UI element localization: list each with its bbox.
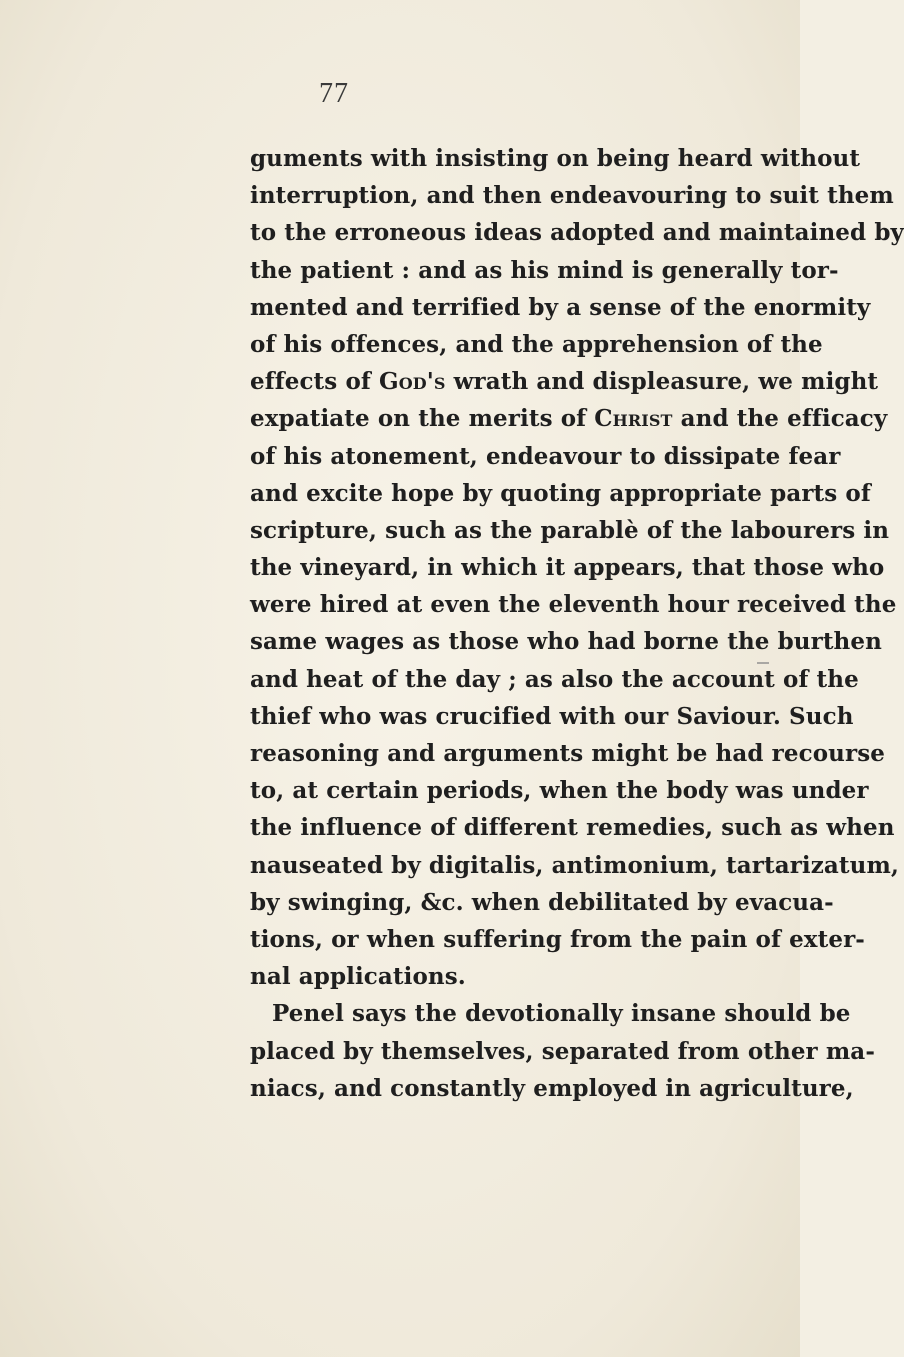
text-line: were hired at even the eleventh hour received the — [250, 591, 897, 619]
text-line: nauseated by digitalis, antimonium, tartarizatum, — [250, 851, 900, 879]
text-line: and excite hope by quoting appropriate parts of — [250, 479, 871, 507]
text-line: of his offences, and the apprehension of the — [250, 330, 823, 358]
text-line: the influence of different remedies, such as when — [250, 814, 895, 842]
paragraph-start-line: Penel says the devotionally insane should be — [272, 1000, 851, 1028]
text-segment: effects of — [250, 368, 379, 396]
text-line: and heat of the day ; as also the account of the — [250, 665, 859, 693]
text-line: of his atonement, endeavour to dissipate fear — [250, 442, 841, 470]
text-line: tions, or when suffering from the pain of exter- — [250, 925, 865, 953]
text-line: same wages as those who had borne the burthen — [250, 628, 882, 656]
text-line: scripture, such as the parablè of the labourers in — [250, 516, 890, 544]
text-line: to, at certain periods, when the body was under — [250, 777, 869, 805]
text-line: thief who was crucified with our Saviour. Such — [250, 702, 854, 730]
body-text — [250, 140, 904, 1107]
text-line: the vineyard, in which it appears, that those who — [250, 554, 885, 582]
text-segment: expatiate on the merits of — [250, 405, 595, 433]
divine-name: Christ — [594, 405, 673, 433]
text-line: mented and terrified by a sense of the enormity — [250, 293, 871, 321]
text-segment: and the efficacy — [672, 405, 888, 433]
text-line: by swinging, &c. when debilitated by evacua- — [250, 888, 834, 916]
text-line: nal applications. — [250, 963, 466, 991]
text-line: reasoning and arguments might be had recourse — [250, 740, 885, 767]
text-line — [250, 363, 879, 400]
text-line — [250, 400, 888, 437]
text-line: niacs, and constantly employed in agriculture, — [250, 1074, 854, 1102]
text-line: placed by themselves, separated from other ma- — [250, 1037, 875, 1065]
divine-name: God's — [378, 368, 446, 396]
text-line: to the erroneous ideas adopted and maintained by — [250, 219, 904, 247]
text-line: interruption, and then endeavouring to suit them — [250, 182, 894, 210]
page-number: 77 — [319, 78, 349, 109]
text-segment: wrath and displeasure, we might — [445, 368, 879, 396]
text-line: the patient : and as his mind is generally tor- — [250, 256, 839, 284]
text-line: guments with insisting on being heard without — [250, 145, 861, 172]
